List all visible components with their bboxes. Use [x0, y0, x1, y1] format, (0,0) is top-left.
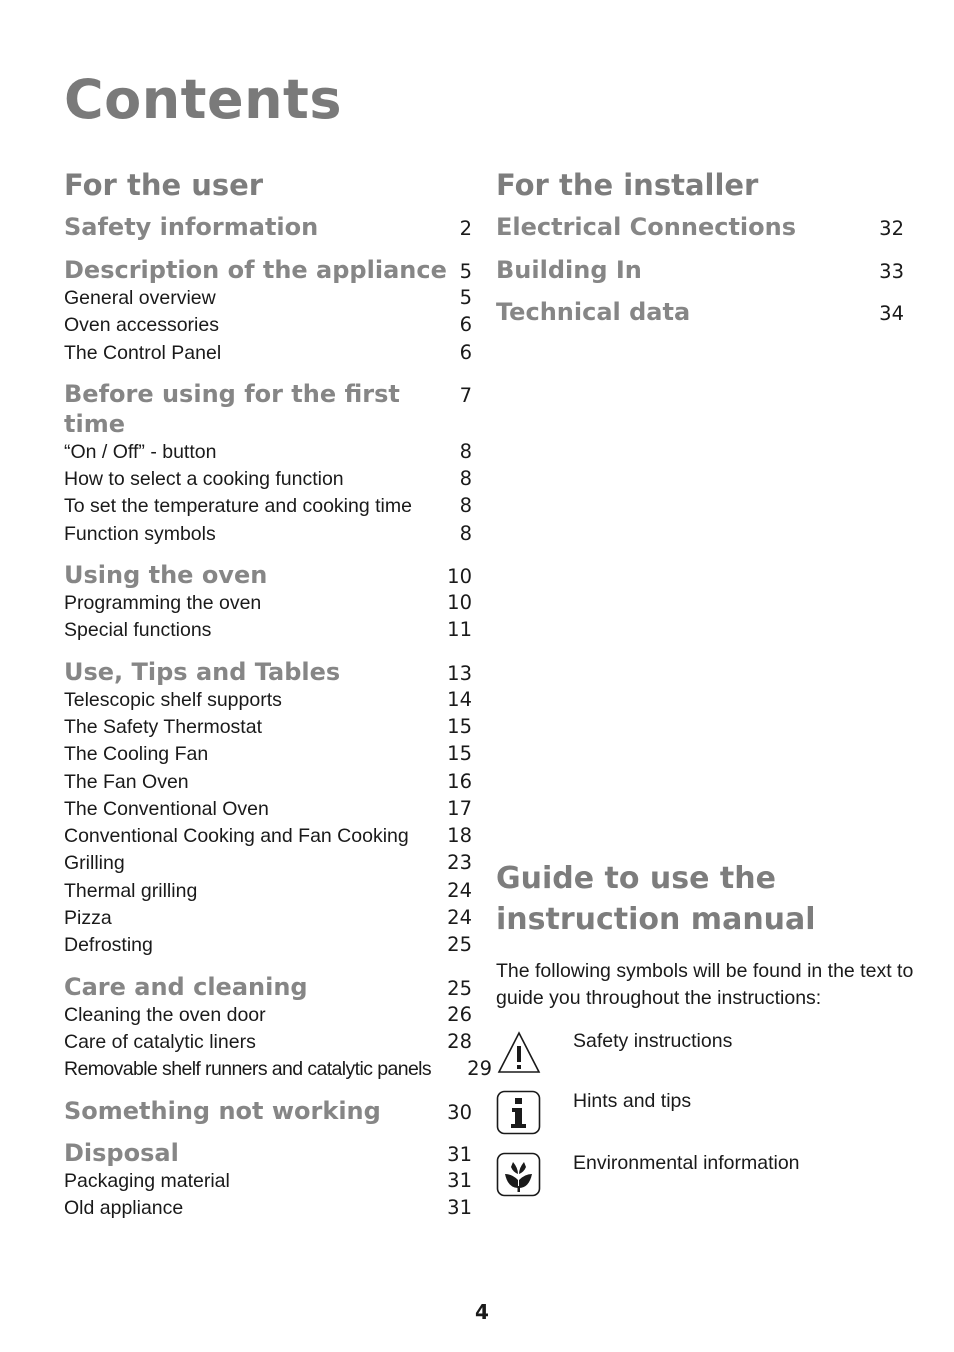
guide-section — [496, 858, 926, 1012]
toc-subentry-label: General overview — [64, 287, 216, 309]
toc-subentry[interactable] — [64, 796, 472, 823]
toc-subentry[interactable] — [64, 714, 472, 741]
toc-subentry-label: “On / Off” - button — [64, 440, 217, 463]
toc-heading: Something not working — [64, 1096, 381, 1125]
toc-subentry-label: The Conventional Oven — [64, 797, 269, 820]
toc-page-number: 6 — [459, 340, 472, 364]
symbol-label: Hints and tips — [573, 1090, 692, 1112]
toc-page-number: 8 — [459, 521, 472, 545]
installer-contents — [496, 168, 916, 327]
toc-page-number: 15 — [447, 714, 472, 738]
info-icon — [496, 1090, 542, 1136]
toc-page-number: 17 — [447, 796, 472, 820]
guide-title-line: instruction manual — [496, 902, 816, 937]
toc-subentry-label: Care of catalytic liners — [64, 1030, 256, 1053]
toc-subentry[interactable] — [64, 1029, 472, 1056]
toc-page-number: 25 — [447, 976, 472, 1000]
toc-page-number: 8 — [459, 467, 472, 491]
toc-subentry-label: Special functions — [64, 619, 212, 642]
toc-page-number: 31 — [447, 1168, 472, 1192]
toc-subentry-label: The Cooling Fan — [64, 743, 209, 766]
toc-subentry[interactable] — [64, 340, 472, 367]
toc-entry-care-and-cleaning[interactable] — [64, 972, 472, 1002]
toc-entry-technical-data[interactable] — [496, 297, 904, 327]
toc-page-number: 2 — [459, 217, 472, 240]
toc-subentry-label: Telescopic shelf supports — [64, 688, 282, 711]
toc-heading: Use, Tips and Tables — [64, 657, 341, 686]
guide-intro: The following symbols will be found in the text to guide you throughout the instructions: — [496, 960, 914, 1009]
toc-subentry-label: Old appliance — [64, 1196, 184, 1219]
toc-heading: Disposal — [64, 1138, 179, 1167]
toc-entry-something-not-working[interactable] — [64, 1096, 472, 1126]
toc-subentry[interactable] — [64, 1056, 492, 1083]
toc-page-number: 5 — [459, 260, 472, 283]
toc-page-number: 34 — [879, 302, 904, 325]
installer-section-title: For the installer — [496, 168, 759, 202]
toc-subentry-label: The Safety Thermostat — [64, 715, 262, 738]
toc-heading: Before using for the first time — [64, 379, 400, 438]
symbol-label: Environmental information — [573, 1152, 800, 1174]
toc-subentry-label: How to select a cooking function — [64, 468, 344, 491]
toc-page-number: 25 — [447, 933, 472, 957]
toc-subentry[interactable] — [64, 439, 472, 466]
toc-page-number: 8 — [459, 494, 472, 518]
symbol-safety — [496, 1030, 733, 1076]
toc-subentry[interactable] — [64, 1168, 472, 1195]
toc-heading: Technical data — [496, 298, 691, 326]
toc-subentry-label: To set the temperature and cooking time — [64, 495, 412, 518]
toc-subentry[interactable] — [64, 617, 472, 644]
toc-page-number: 29 — [467, 1057, 492, 1081]
toc-entry-safety-information[interactable] — [64, 212, 472, 242]
toc-page-number: 10 — [447, 565, 472, 589]
toc-subentry[interactable] — [64, 493, 472, 520]
toc-subentry[interactable] — [64, 932, 472, 959]
symbol-environment — [496, 1152, 800, 1198]
toc-page-number: 18 — [447, 824, 472, 848]
toc-subentry-label: The Fan Oven — [64, 770, 189, 793]
toc-page-number: 14 — [447, 687, 472, 711]
toc-entry-building-in[interactable] — [496, 255, 904, 285]
toc-page-number: 6 — [459, 313, 472, 337]
toc-entry-before-first-use[interactable] — [64, 379, 472, 439]
warning-triangle-icon — [496, 1030, 542, 1076]
toc-heading: Description of the appliance — [64, 256, 447, 284]
toc-subentry[interactable] — [64, 823, 472, 850]
toc-page-number: 24 — [447, 906, 472, 930]
toc-heading: Building In — [496, 256, 642, 284]
toc-page-number: 23 — [447, 851, 472, 875]
symbol-hints — [496, 1090, 692, 1136]
toc-subentry[interactable] — [64, 590, 472, 617]
toc-subentry[interactable] — [64, 741, 472, 768]
toc-page-number: 31 — [447, 1195, 472, 1219]
toc-subentry[interactable] — [64, 769, 472, 796]
toc-subentry-label: Oven accessories — [64, 314, 219, 337]
toc-subentry-label: Thermal grilling — [64, 879, 198, 902]
toc-subentry[interactable] — [64, 466, 472, 493]
toc-heading: Safety information — [64, 213, 319, 241]
toc-subentry-label: Removable shelf runners and catalytic panels — [64, 1058, 432, 1081]
toc-entry-using-the-oven[interactable] — [64, 560, 472, 590]
guide-title-line: Guide to use the — [496, 861, 776, 896]
toc-page-number: 16 — [447, 769, 472, 793]
toc-subentry[interactable] — [64, 850, 472, 877]
toc-subentry[interactable] — [64, 878, 472, 905]
toc-subentry[interactable] — [64, 1195, 472, 1222]
toc-page-number: 24 — [447, 878, 472, 902]
toc-subentry-label: Function symbols — [64, 522, 216, 545]
toc-page-number: 10 — [447, 591, 472, 615]
environment-flower-icon — [496, 1152, 542, 1198]
toc-entry-electrical-connections[interactable] — [496, 212, 904, 242]
toc-subentry-label: Conventional Cooking and Fan Cooking — [64, 825, 409, 848]
toc-subentry-label: The Control Panel — [64, 341, 222, 364]
toc-subentry-label: Grilling — [64, 852, 125, 875]
toc-subentry-label: Programming the oven — [64, 592, 262, 615]
toc-page-number: 13 — [447, 661, 472, 685]
toc-subentry[interactable] — [64, 687, 472, 714]
toc-subentry-label: Packaging material — [64, 1169, 230, 1192]
toc-page-number: 7 — [459, 383, 472, 407]
toc-page-number: 15 — [447, 742, 472, 766]
toc-heading: Using the oven — [64, 561, 268, 590]
toc-page-number: 33 — [879, 260, 904, 283]
toc-entry-disposal[interactable] — [64, 1138, 472, 1168]
toc-subentry[interactable] — [64, 312, 472, 339]
toc-subentry-label: Defrosting — [64, 934, 153, 957]
toc-page-number: 28 — [447, 1029, 472, 1053]
toc-heading: Electrical Connections — [496, 213, 796, 241]
toc-page-number: 11 — [447, 618, 472, 642]
toc-subentry-label: Cleaning the oven door — [64, 1003, 266, 1026]
toc-entry-description[interactable] — [64, 255, 472, 285]
user-section-title: For the user — [64, 168, 264, 202]
toc-page-number: 26 — [447, 1002, 472, 1026]
toc-subentry[interactable] — [64, 521, 472, 548]
toc-subentry[interactable] — [64, 285, 472, 312]
toc-subentry-label: Pizza — [64, 907, 112, 930]
page-title: Contents — [64, 68, 343, 131]
toc-page-number: 31 — [447, 1142, 472, 1166]
toc-entry-use-tips-tables[interactable] — [64, 657, 472, 687]
toc-subentry[interactable] — [64, 1002, 472, 1029]
symbol-label: Safety instructions — [573, 1030, 733, 1052]
guide-title — [496, 858, 926, 940]
toc-page-number: 5 — [459, 286, 472, 309]
page-number: 4 — [475, 1300, 489, 1324]
toc-heading: Care and cleaning — [64, 972, 308, 1001]
user-contents — [64, 168, 492, 1222]
toc-page-number: 32 — [879, 217, 904, 240]
toc-subentry[interactable] — [64, 905, 472, 932]
toc-page-number: 8 — [459, 439, 472, 463]
toc-page-number: 30 — [447, 1100, 472, 1124]
